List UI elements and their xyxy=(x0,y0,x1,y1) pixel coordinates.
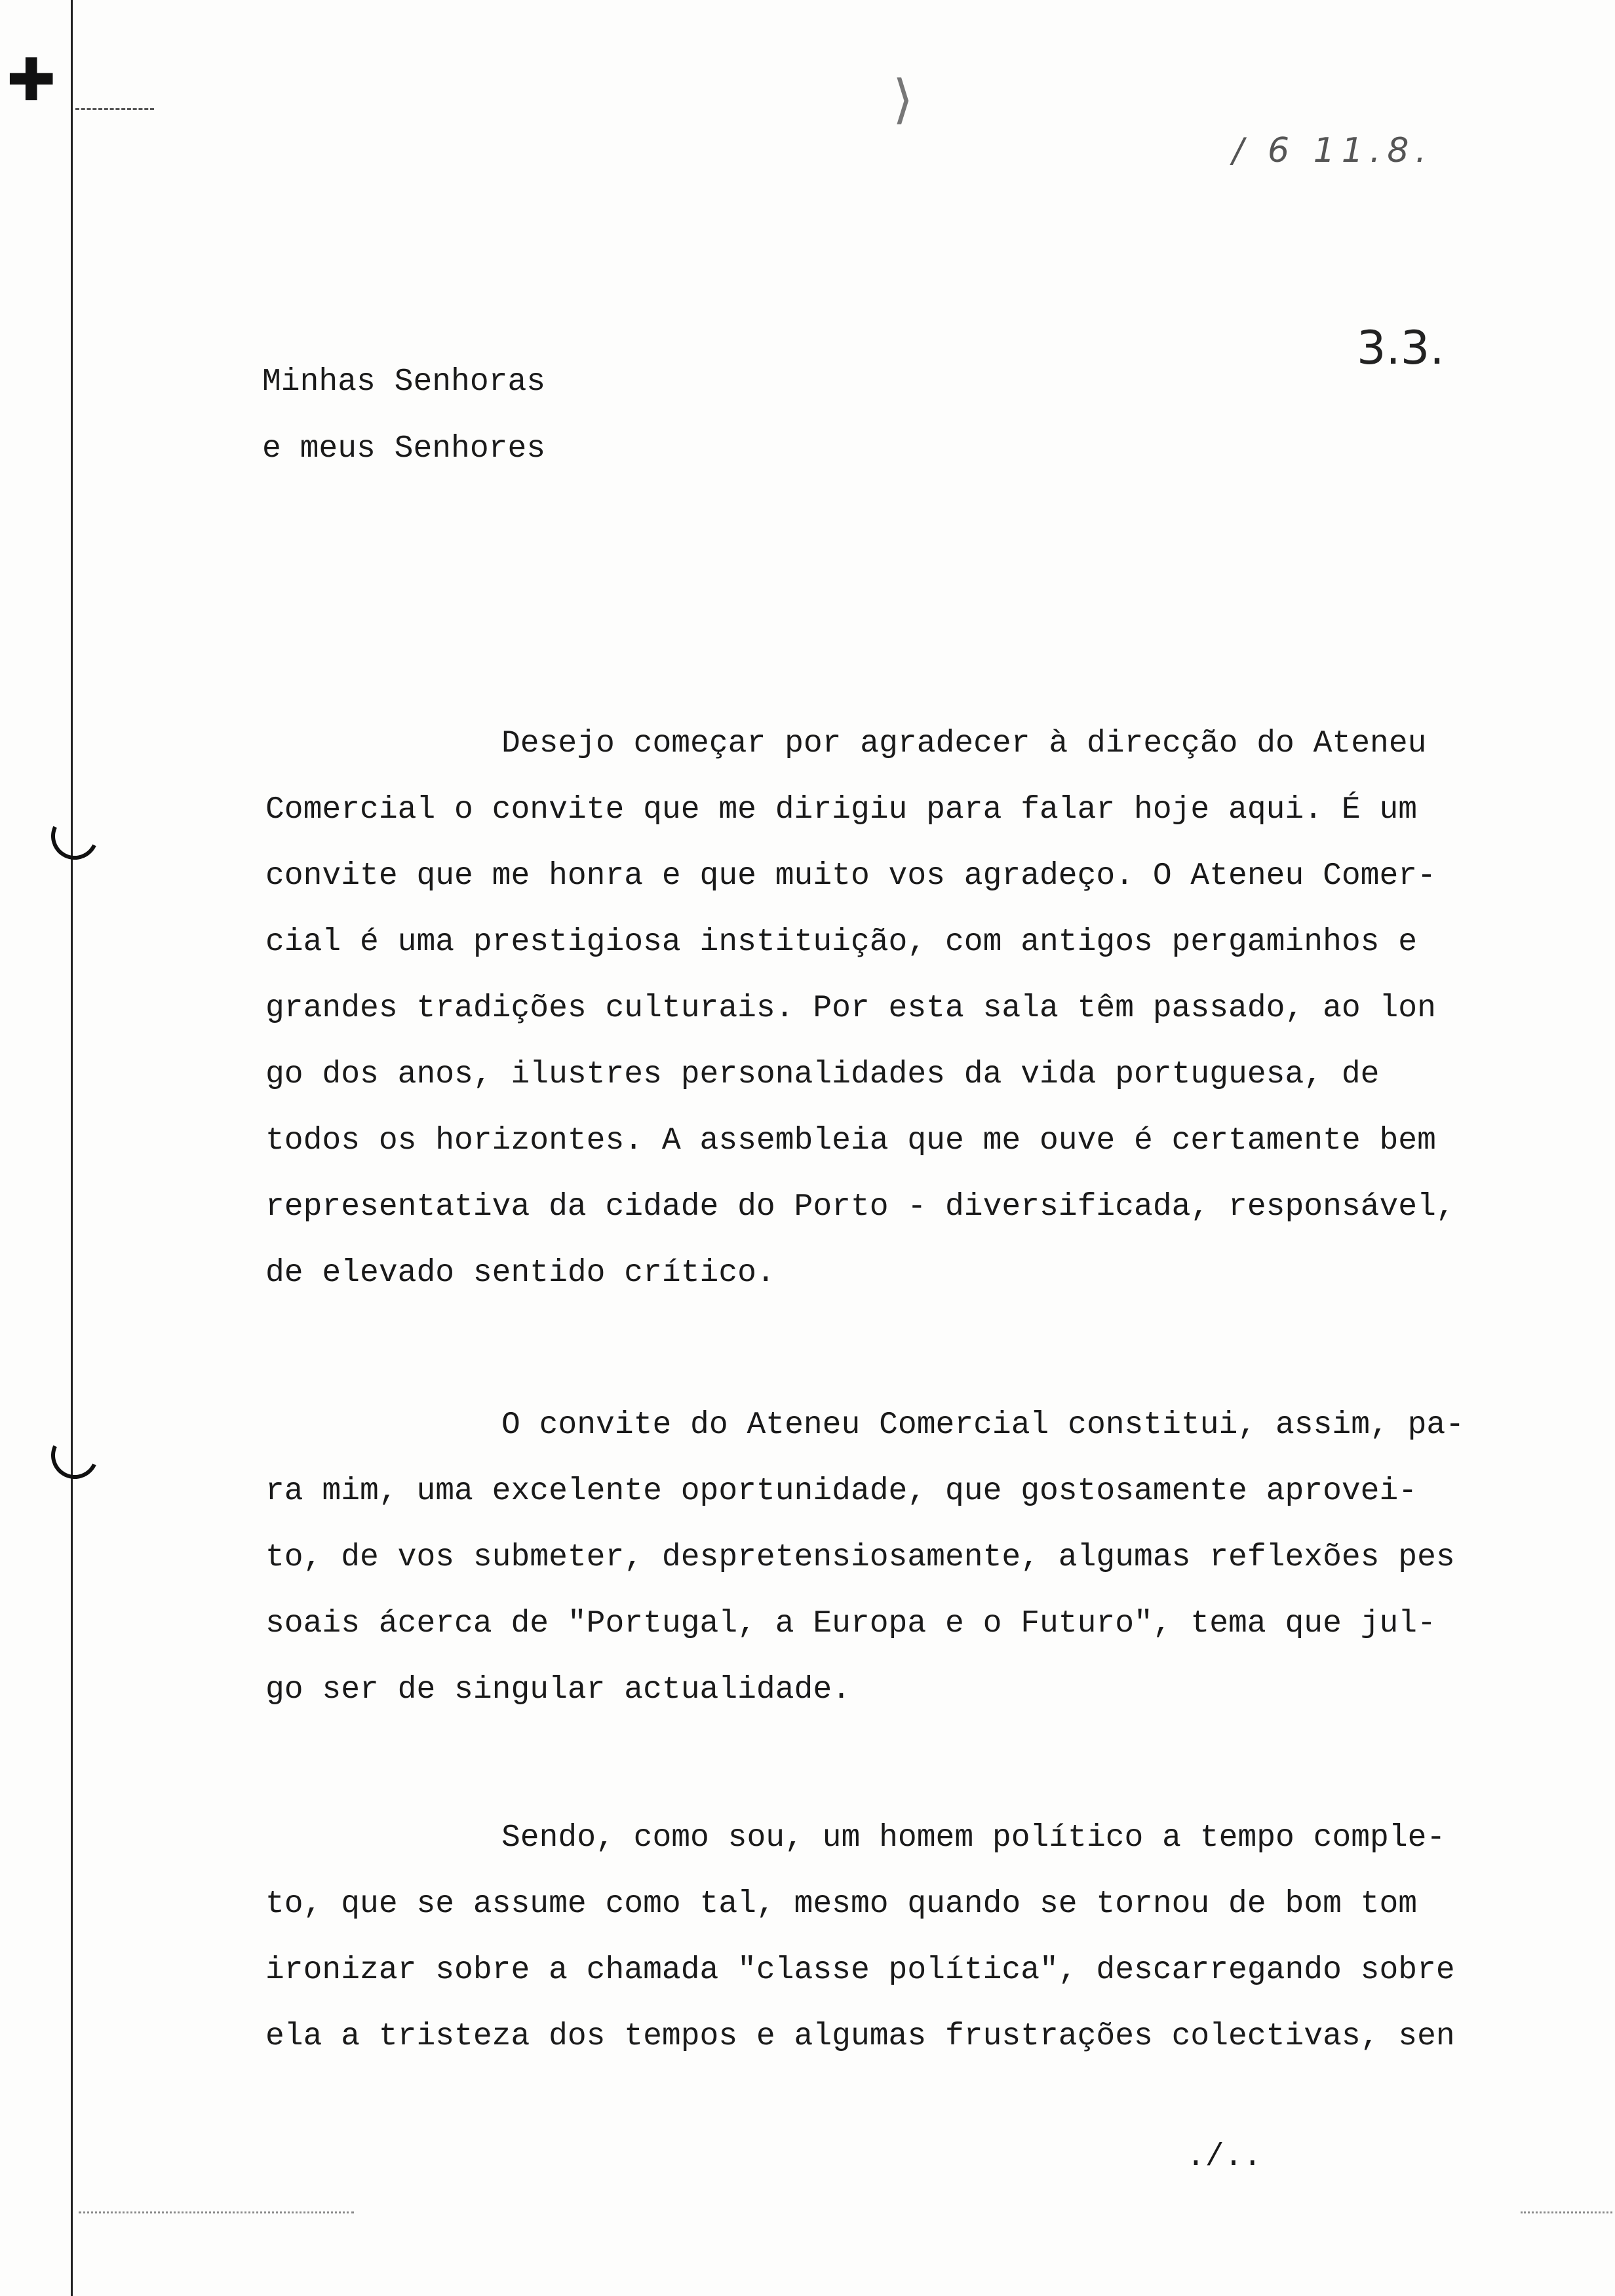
text-line: O convite do Ateneu Comercial constitui, assim, pa- xyxy=(501,1407,1465,1443)
text-line: Sendo, como sou, um homem político a tempo comple- xyxy=(501,1820,1446,1856)
pencil-mark-icon: ⟩ xyxy=(893,69,914,130)
punch-hole-mark xyxy=(45,806,105,866)
archive-reference: / 6 11.8. xyxy=(1232,131,1433,170)
punch-hole-mark xyxy=(45,1425,105,1485)
text-line: cial é uma prestigiosa instituição, com antigos pergaminhos e xyxy=(265,925,1418,960)
text-line: de elevado sentido crítico. xyxy=(265,1255,775,1291)
text-line: ra mim, uma excelente oportunidade, que gostosamente aprovei- xyxy=(265,1474,1418,1509)
bottom-smudge xyxy=(79,2211,354,2213)
paragraph-3 xyxy=(265,1805,1524,2070)
binding-margin-line xyxy=(71,0,73,2296)
text-line: convite que me honra e que muito vos agradeço. O Ateneu Comer- xyxy=(265,858,1436,894)
text-line: to, que se assume como tal, mesmo quando se tornou de bom tom xyxy=(265,1886,1418,1922)
staple-mark-icon: ✚ xyxy=(7,46,56,115)
text-line: Desejo começar por agradecer à direcção do Ateneu xyxy=(501,726,1427,761)
salutation xyxy=(262,349,545,482)
salutation-line: Minhas Senhoras xyxy=(262,364,546,400)
corner-dash-line xyxy=(75,108,154,110)
text-line: Comercial o convite que me dirigiu para falar hoje aqui. É um xyxy=(265,792,1418,828)
salutation-line: e meus Senhores xyxy=(262,431,546,467)
text-line: go ser de singular actualidade. xyxy=(265,1672,851,1708)
text-line: ironizar sobre a chamada "classe política", descarregando sobre xyxy=(265,1953,1455,1988)
bottom-smudge xyxy=(1521,2211,1612,2213)
text-line: representativa da cidade do Porto - diversificada, responsável, xyxy=(265,1189,1455,1225)
continuation-mark: ./.. xyxy=(1186,2139,1262,2175)
text-line: ela a tristeza dos tempos e algumas frustrações colectivas, sen xyxy=(265,2019,1455,2054)
text-line: soais ácerca de "Portugal, a Europa e o Futuro", tema que jul- xyxy=(265,1606,1436,1641)
text-line: grandes tradições culturais. Por esta sala têm passado, ao lon xyxy=(265,991,1436,1026)
paragraph-1 xyxy=(265,711,1524,1307)
paragraph-2 xyxy=(265,1392,1524,1723)
text-line: todos os horizontes. A assembleia que me ouve é certamente bem xyxy=(265,1123,1436,1158)
text-line: go dos anos, ilustres personalidades da vida portuguesa, de xyxy=(265,1057,1380,1092)
text-line: to, de vos submeter, despretensiosamente, algumas reflexões pes xyxy=(265,1540,1455,1575)
page-number: 3.3. xyxy=(1357,321,1445,375)
